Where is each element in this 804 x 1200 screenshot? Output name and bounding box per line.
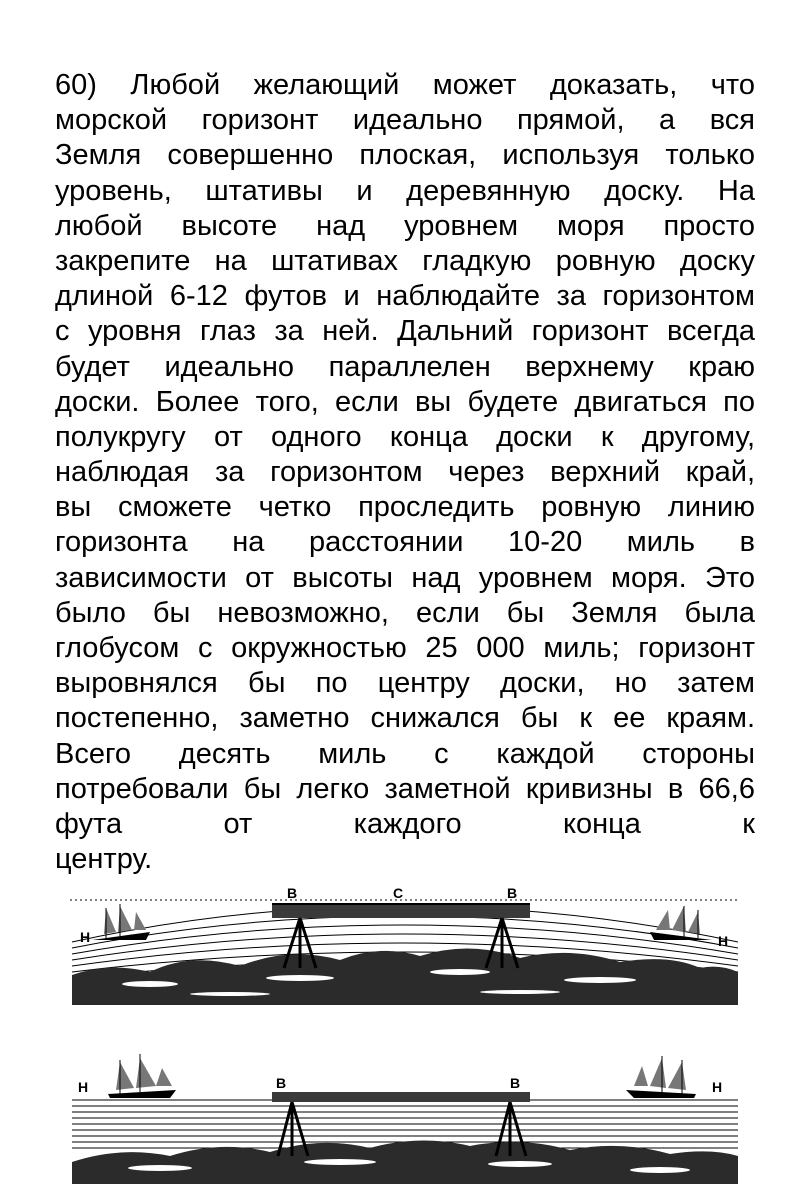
- text-line: 60) Любой желающий может доказать, что: [55, 69, 755, 101]
- label-c: C: [393, 885, 404, 901]
- ship-left-icon: [92, 904, 150, 940]
- label-b-right: B: [507, 885, 518, 901]
- text-line: любой высоте над уровнем моря просто: [55, 209, 755, 242]
- text-line: уровень, штативы и деревянную доску. На: [55, 174, 755, 207]
- paragraph-60: [55, 68, 755, 877]
- ship-left-icon: [108, 1054, 176, 1098]
- wooden-board: [272, 1092, 530, 1102]
- label-b-right: B: [510, 1075, 521, 1091]
- text-line: длиной 6-12 футов и наблюдайте за горизонтом: [55, 280, 755, 313]
- rocky-ground: [72, 1140, 738, 1184]
- text-line: наблюдая за горизонтом через верхний край,: [55, 456, 755, 489]
- label-b-left: B: [276, 1075, 287, 1091]
- label-b-left: B: [287, 885, 298, 901]
- text-line: вы сможете четко проследить ровную линию: [55, 491, 755, 524]
- text-line: горизонта на расстоянии 10-20 миль в: [55, 526, 755, 559]
- text-line: с уровня глаз за ней. Дальний горизонт всегда: [55, 315, 755, 348]
- text-line: будет идеально параллелен верхнему краю: [55, 350, 755, 383]
- text-line: доски. Более того, если вы будете двигаться по: [55, 385, 755, 418]
- figure-curved-earth: [0, 880, 804, 1015]
- ship-right-icon: [626, 1056, 696, 1098]
- label-h-right: H: [712, 1079, 723, 1095]
- text-line: потребовали бы легко заметной кривизны в 66,6: [55, 772, 755, 805]
- text-line: фута от каждого конца к: [55, 807, 755, 840]
- figure-flat-earth-illustration: [0, 1044, 804, 1194]
- text-line: постепенно, заметно снижался бы к ее краям.: [55, 702, 755, 735]
- label-h-left: H: [78, 1079, 89, 1095]
- text-line: было бы невозможно, если бы Земля была: [55, 596, 755, 629]
- text-line: закрепите на штативах гладкую ровную доску: [55, 244, 755, 277]
- wooden-board: [272, 904, 530, 918]
- label-h-right: H: [718, 933, 729, 949]
- figure-curved-earth-illustration: [0, 880, 804, 1015]
- text-line: зависимости от высоты над уровнем моря. Это: [55, 561, 755, 594]
- rocky-ground: [72, 948, 738, 1005]
- text-line: Земля совершенно плоская, используя только: [55, 139, 755, 172]
- text-line: полукругу от одного конца доски к другому,: [55, 420, 755, 453]
- text-line: морской горизонт идеально прямой, а вся: [55, 104, 755, 137]
- text-line: выровнялся бы по центру доски, но затем: [55, 667, 755, 700]
- text-line: Всего десять миль с каждой стороны: [55, 737, 755, 770]
- text-line: глобусом с окружностью 25 000 миль; горизонт: [55, 632, 755, 664]
- figure-flat-earth: [0, 1044, 804, 1194]
- text-line: центру.: [55, 843, 153, 876]
- label-h-left: H: [80, 929, 91, 945]
- flat-sea-lines: [72, 1100, 738, 1148]
